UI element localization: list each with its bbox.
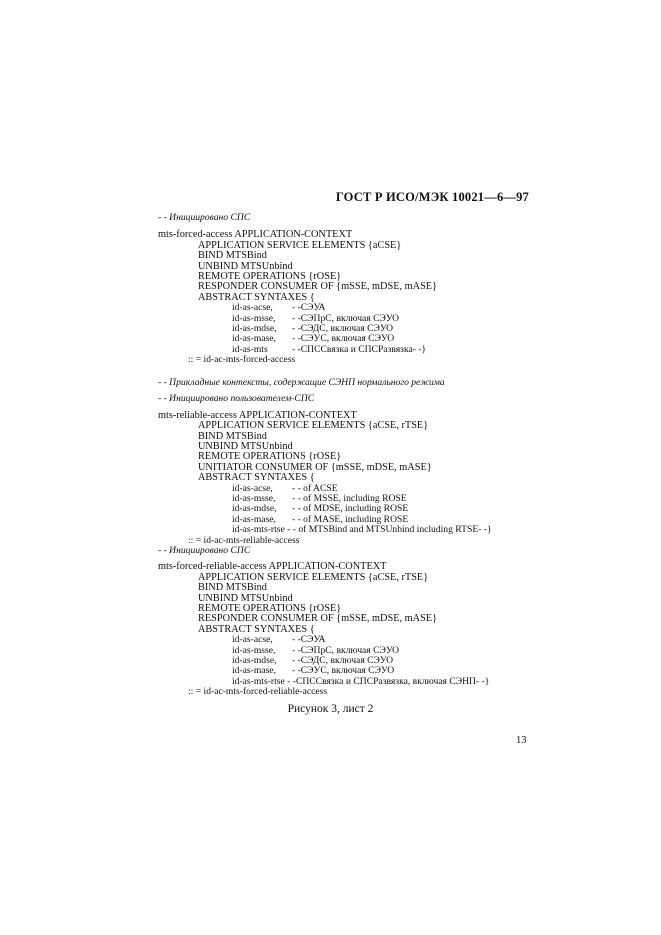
syntax-line: id-as-mdse, - -СЭДС, включая СЭУО bbox=[232, 323, 394, 335]
context-end: :: = id-ac-mts-reliable-access bbox=[188, 534, 300, 546]
block-forced-reliable-access bbox=[158, 546, 578, 698]
context-line: ABSTRACT SYNTAXES { bbox=[198, 472, 315, 484]
syntax-line: id-as-msse, - -СЭПрС, включая СЭУО bbox=[232, 312, 400, 324]
standard-header: ГОСТ Р ИСО/МЭК 10021—6—97 bbox=[335, 190, 529, 204]
syntax-line: id-as-acse, - - of ACSE bbox=[232, 482, 338, 494]
context-line: APPLICATION SERVICE ELEMENTS {aCSE, rTSE} bbox=[198, 571, 429, 583]
context-line: UNITIATOR CONSUMER OF {mSSE, mDSE, mASE} bbox=[198, 461, 432, 473]
block-forced-access bbox=[158, 213, 578, 366]
page-number: 13 bbox=[516, 735, 527, 746]
syntax-line: id-as-mase, - -СЭУС, включая СЭУО bbox=[232, 333, 395, 345]
context-line: RESPONDER CONSUMER OF {mSSE, mDSE, mASE} bbox=[198, 281, 438, 293]
context-line: BIND MTSBind bbox=[198, 250, 267, 262]
context-line: REMOTE OPERATIONS {rOSE} bbox=[198, 603, 342, 615]
syntax-line: id-as-mts-rtse - - of MTSBind and MTSUnbind including RTSE- -} bbox=[232, 524, 492, 536]
syntax-line: id-as-mts-rtse - -СПССвязка и СПСРазвязка, включая СЭНП- -} bbox=[232, 675, 490, 687]
context-line: APPLICATION SERVICE ELEMENTS {aCSE, rTSE} bbox=[198, 420, 429, 432]
context-line: UNBIND MTSUnbind bbox=[198, 260, 293, 272]
context-line: UNBIND MTSUnbind bbox=[198, 441, 293, 453]
context-line: ABSTRACT SYNTAXES { bbox=[198, 291, 315, 303]
comment-initiated-user: - - Инициировано пользователем-СПС bbox=[158, 393, 315, 405]
comment-app-contexts: - - Прикладные контексты, содержащие СЭНП нормального режима bbox=[158, 377, 445, 388]
context-end: :: = id-ac-mts-forced-reliable-access bbox=[188, 686, 328, 698]
context-title: mts-reliable-access APPLICATION-CONTEXT bbox=[158, 409, 357, 421]
context-line: BIND MTSBind bbox=[198, 430, 267, 442]
syntax-line: id-as-acse, - -СЭУА bbox=[232, 302, 326, 314]
syntax-line: id-as-msse, - -СЭПрС, включая СЭУО bbox=[232, 644, 400, 656]
comment-initiated-mts: - - Инициировано СПС bbox=[158, 545, 251, 556]
syntax-line: id-as-acse, - -СЭУА bbox=[232, 634, 326, 646]
syntax-line: id-as-mase, - -СЭУС, включая СЭУО bbox=[232, 665, 395, 677]
syntax-line: id-as-msse, - - of MSSE, including ROSE bbox=[232, 493, 407, 505]
context-line: REMOTE OPERATIONS {rOSE} bbox=[198, 271, 342, 283]
syntax-line: id-as-mdse, - -СЭДС, включая СЭУО bbox=[232, 655, 394, 667]
block-reliable-access bbox=[158, 378, 578, 546]
comment-initiated-mts: - - Инициировано СПС bbox=[158, 212, 251, 223]
syntax-line: id-as-mdse, - - of MDSE, including ROSE bbox=[232, 503, 409, 515]
figure-caption: Рисунок 3, лист 2 bbox=[287, 703, 374, 715]
context-line: BIND MTSBind bbox=[198, 582, 267, 594]
context-title: mts-forced-access APPLICATION-CONTEXT bbox=[158, 229, 353, 241]
context-line: APPLICATION SERVICE ELEMENTS {aCSE} bbox=[198, 239, 402, 251]
context-title: mts-forced-reliable-access APPLICATION-CONTEXT bbox=[158, 561, 387, 573]
context-line: REMOTE OPERATIONS {rOSE} bbox=[198, 451, 342, 463]
context-line: RESPONDER CONSUMER OF {mSSE, mDSE, mASE} bbox=[198, 613, 438, 625]
context-line: ABSTRACT SYNTAXES { bbox=[198, 623, 315, 635]
context-end: :: = id-ac-mts-forced-access bbox=[188, 354, 296, 366]
syntax-line: id-as-mase, - - of MASE, including ROSE bbox=[232, 513, 409, 525]
context-line: UNBIND MTSUnbind bbox=[198, 592, 293, 604]
syntax-line: id-as-mts - -СПССвязка и СПСРазвязка- -} bbox=[232, 343, 427, 355]
